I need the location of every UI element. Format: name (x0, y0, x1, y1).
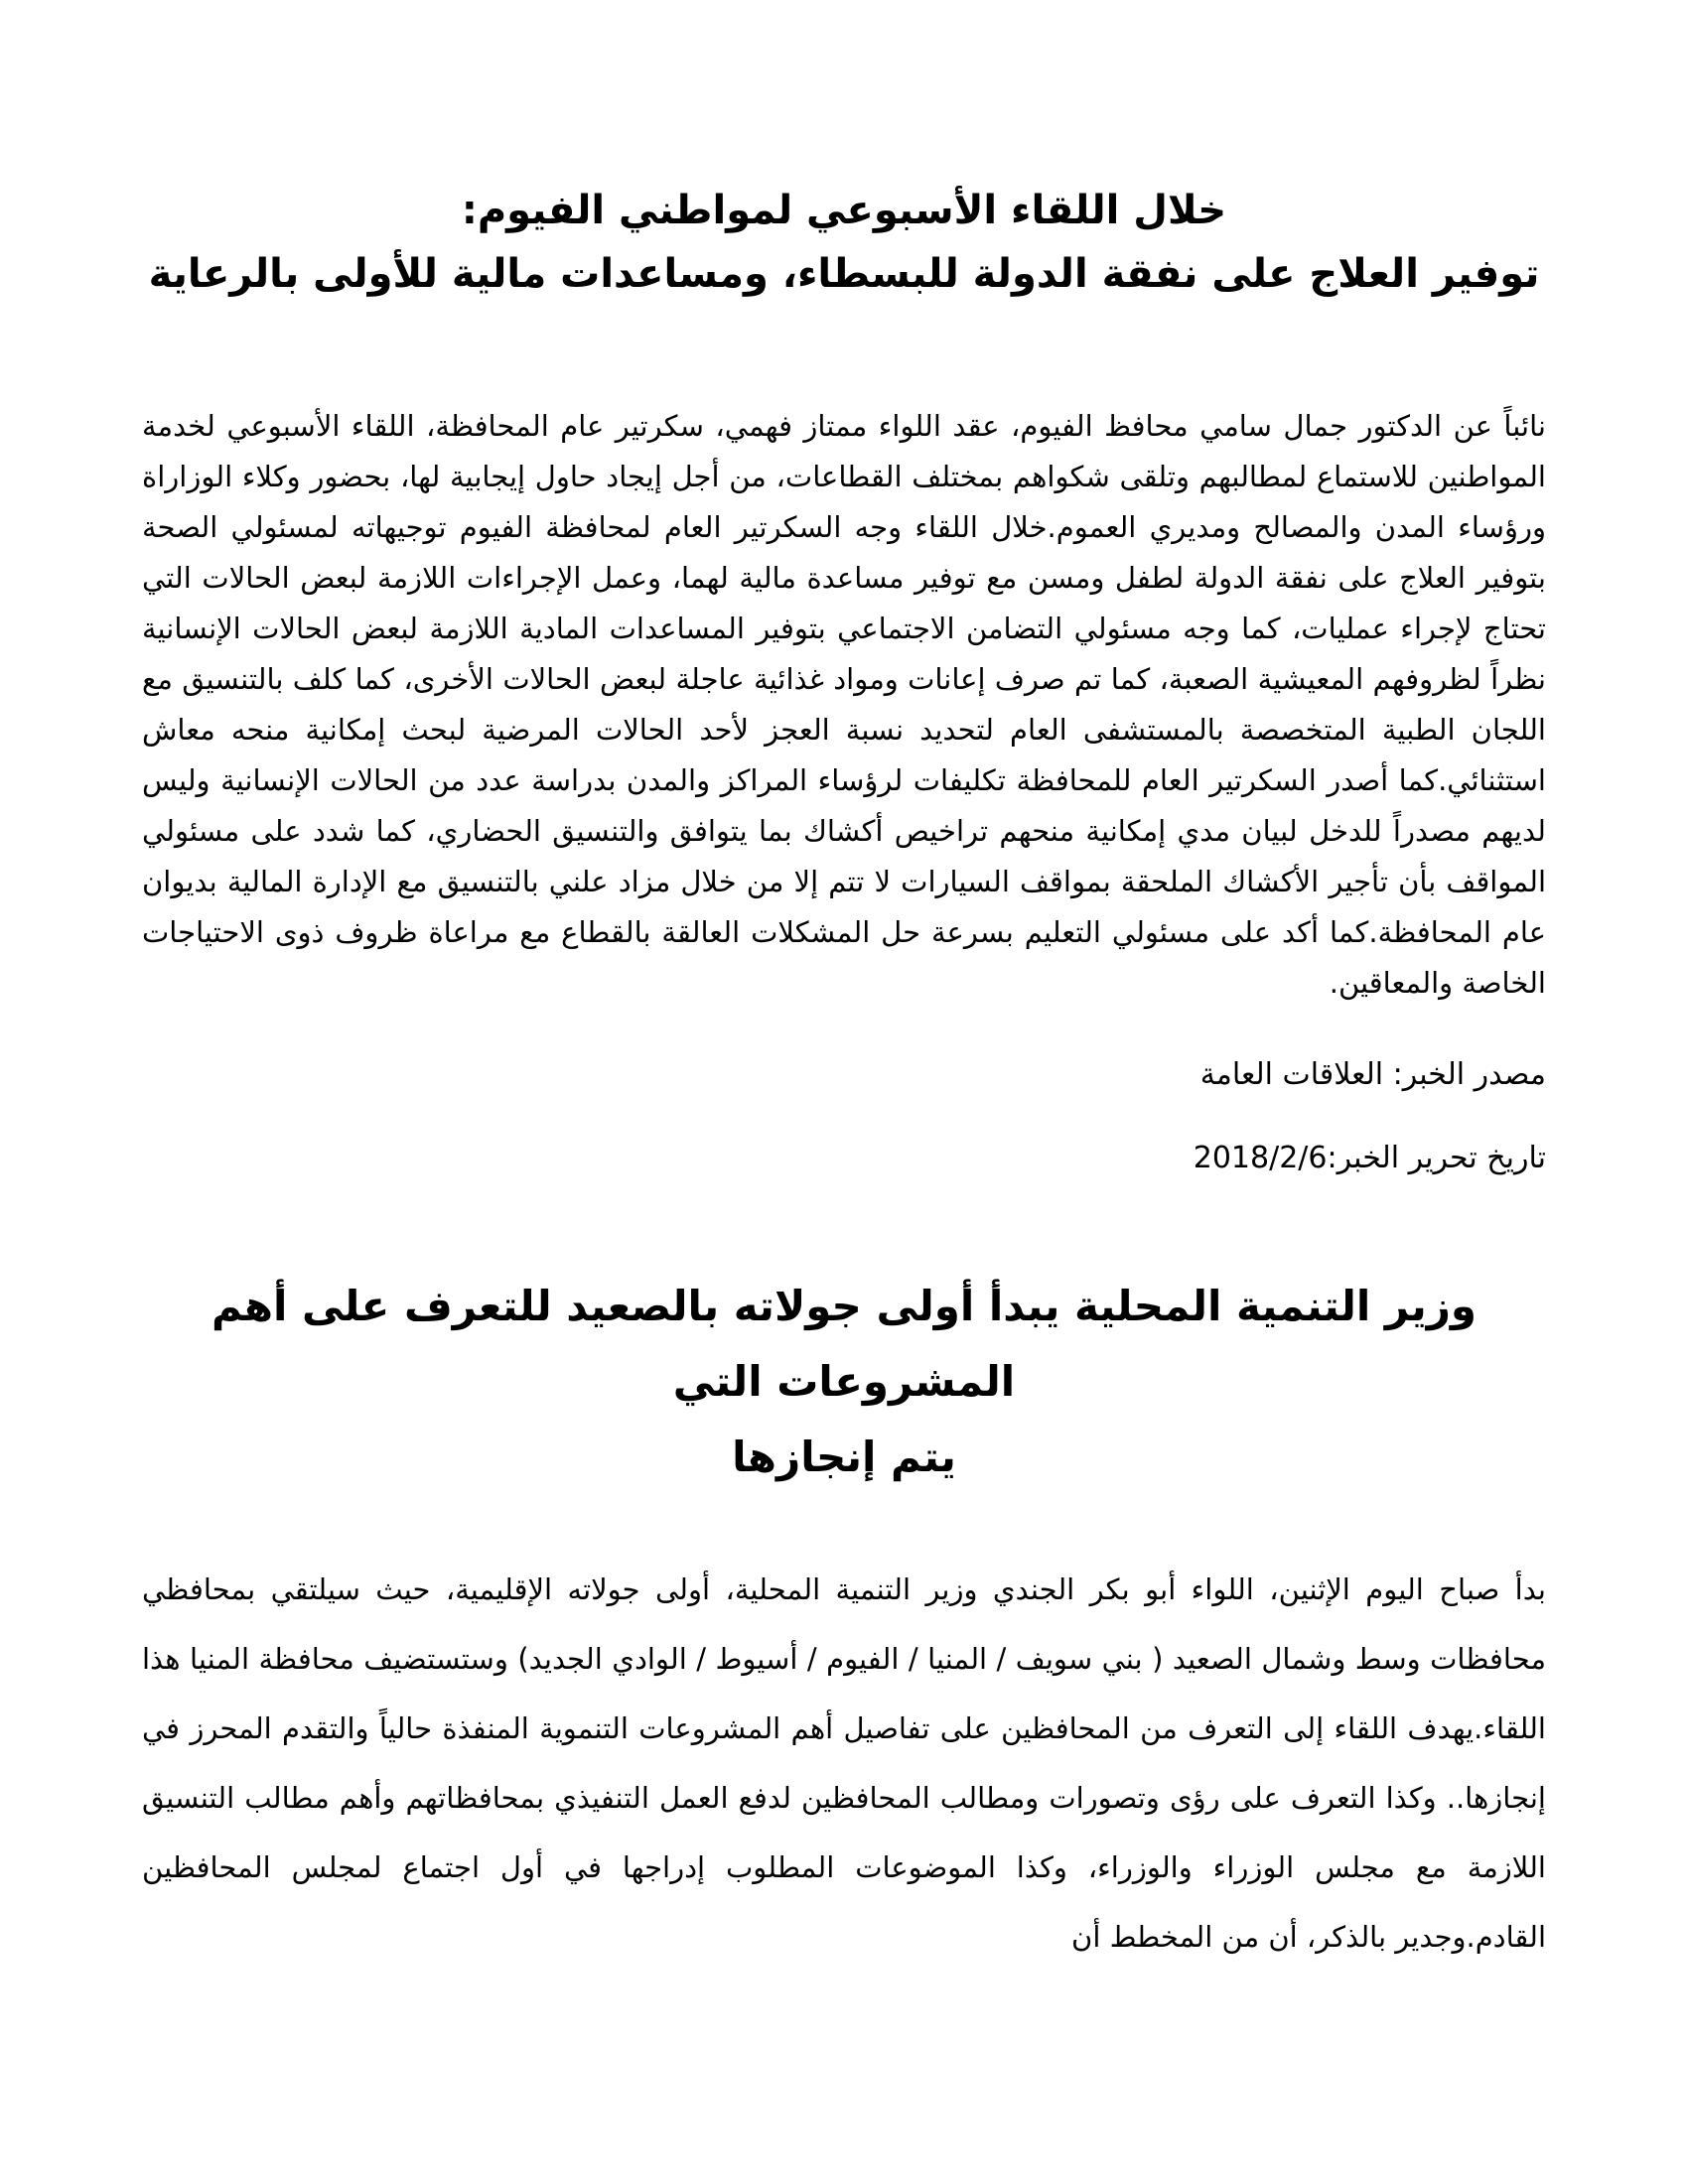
article-2-title (142, 1269, 1546, 1495)
news-source-line: مصدر الخبر: العلاقات العامة (1199, 1057, 1546, 1092)
article-1-title-line-2: توفير العلاج على نفقة الدولة للبسطاء، ومساعدات مالية للأولى بالرعاية (148, 251, 1540, 297)
article-1-body: نائباً عن الدكتور جمال سامي محافظ الفيوم، عقد اللواء ممتاز فهمي، سكرتير عام المحافظة، اللقاء الأسبوعي لخدمة المواطنين للاستماع لمطالبهم وتلقى شكواهم بمختلف القطاعات، من أجل إيجاد حاول إيجابية لها، بحضور وكلاء الوزاراة ورؤساء المدن والمصالح ومديري العموم.خلال اللقاء وجه السكرتير العام لمحافظة الفيوم توجيهاته لمسئولي الصحة بتوفير العلاج على نفقة الدولة لطفل ومسن مع توفير مساعدة مالية لهما، وعمل الإجراءات اللازمة لبعض الحالات التي تحتاج لإجراء عمليات، كما وجه مسئولي التضامن الاجتماعي بتوفير المساعدات المادية اللازمة لبعض الحالات الإنسانية نظراً لظروفهم المعيشية الصعبة، كما تم صرف إعانات ومواد غذائية عاجلة لبعض الحالات الأخرى، كما كلف بالتنسيق مع اللجان الطبية المتخصصة بالمستشفى العام لتحديد نسبة العجز لأحد الحالات المرضية لبحث إمكانية منحه معاش استثنائي.كما أصدر السكرتير العام للمحافظة تكليفات لرؤساء المراكز والمدن بدراسة عدد من الحالات الإنسانية وليس لديهم مصدراً للدخل لبيان مدي إمكانية منحهم تراخيص أكشاك بما يتوافق والتنسيق الحضاري، كما شدد على مسئولي المواقف بأن تأجير الأكشاك الملحقة بمواقف السيارات لا تتم إلا من خلال مزاد علني بالتنسيق مع الإدارة المالية بديوان عام المحافظة.كما أكد على مسئولي التعليم بسرعة حل المشكلات العالقة بالقطاع مع مراعاة ظروف ذوى الاحتياجات الخاصة والمعاقين. (142, 409, 1546, 1000)
article-1-title-line-1: خلال اللقاء الأسبوعي لمواطني الفيوم: (461, 188, 1227, 233)
news-date-line: تاريخ تحرير الخبر:2018/2/6 (1193, 1141, 1546, 1175)
article-1 (142, 179, 1546, 1181)
article-2-title-line-2: يتم إنجازها (732, 1433, 956, 1481)
article-1-title (142, 179, 1546, 306)
article-2-body: بدأ صباح اليوم الإثنين، اللواء أبو بكر الجندي وزير التنمية المحلية، أولى جولاته الإقليمية، حيث سيلتقي بمحافظي محافظات وسط وشمال الصعيد ( بني سويف / المنيا / الفيوم / أسيوط / الوادي الجديد) وستستضيف محافظة المنيا هذا اللقاء.يهدف اللقاء إلى التعرف من المحافظين على تفاصيل أهم المشروعات التنموية المنفذة حالياً والتقدم المحرز في إنجازها.. وكذا التعرف على رؤى وتصورات ومطالب المحافظين لدفع العمل التنفيذي بمحافظاتهم وأهم مطالب التنسيق اللازمة مع مجلس الوزراء والوزراء، وكذا الموضوعات المطلوب إدراجها في أول اجتماع لمجلس المحافظين القادم.وجدير بالذكر، أن من المخطط أن (142, 1572, 1546, 1954)
article-2-title-line-1: وزير التنمية المحلية يبدأ أولى جولاته بالصعيد للتعرف على أهم المشروعات التي (211, 1282, 1477, 1406)
article-2 (142, 1269, 1546, 1972)
